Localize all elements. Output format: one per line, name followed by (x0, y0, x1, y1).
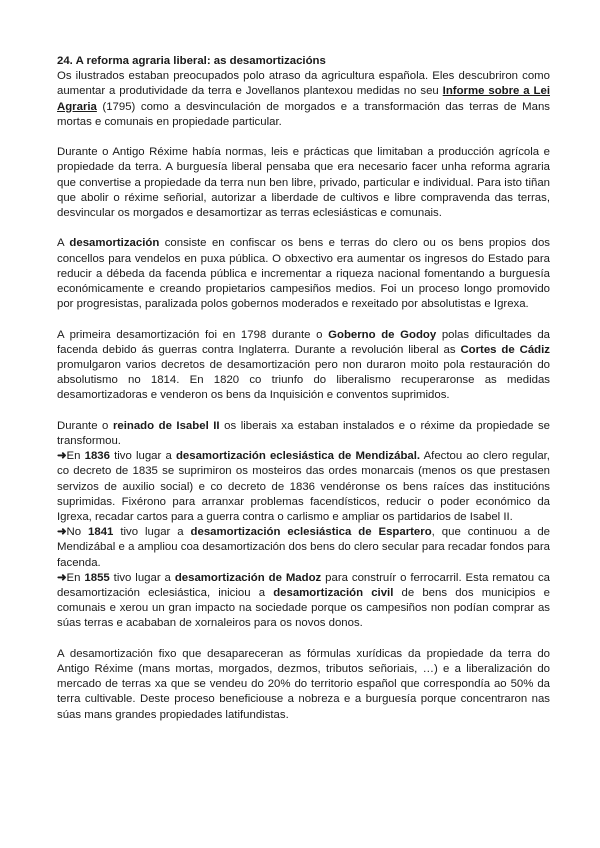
p3-text-c: consiste en confiscar os bens e terras do clero ou os bens propios dos concellos para vendelos en puxa pública. O obxectivo era aumentar os ingresos do Estado para reducir a débeda da facenda pública e incrementar a riqueza nacional fomentando a burguesía económicamente e creando propietarios campesiños medios. Foi un proceso longo promovido por progresistas, paralizada polos gobernos moderados e rexeitado por absolutistas e Igrexa. (57, 237, 550, 311)
p1-text-c: (1795) como a desvinculación de morgados e a transformación das terras de Mans mortas e comunais en propiedade particular. (57, 100, 550, 128)
term-madoz: desamortización de Madoz (174, 571, 322, 584)
term-mendizabal: desamortización eclesiástica de Mendizábal. (175, 450, 421, 463)
p5-text-a: Durante o (57, 419, 113, 432)
paragraph-antigo-rexime: Durante o Antigo Réxime había normas, leis e prácticas que limitaban a producción agrícola e propiedade da terra. A burguesía liberal pensaba que era necesario facer unha reforma agraria que convertise a propiedade da terra nun ben libre, privado, particular e individual. Para isto tiñan que abolir o réxime señorial, autorizar a liberdade de cultivos e libre compravenda das terras, desvincular os morgados e desamortizar as terras eclesiásticas e comunais. (57, 146, 550, 220)
b1-text-c: tivo lugar a (109, 450, 176, 463)
p3-text-a: A (57, 237, 70, 250)
document-title: 24. A reforma agraria liberal: as desamortizacións (57, 55, 326, 67)
year-1855: 1855 (84, 571, 110, 584)
bullet-espartero (57, 525, 550, 571)
term-godoy: Goberno de Godoy (328, 328, 437, 341)
b2-text-e: , que continuou a de Mendizábal e a ampliou coa desamortización dos bens do clero secular para recadar fondos para facenda. (57, 526, 550, 569)
p4-text-e: promulgaron varios decretos de desamortización pero non duraron moito pola restauración do absolutismo no 1814. En 1820 co triunfo do liberalismo recuperaronse as medidas desamortizadoras e venderon os bens da Inquisición e conventos suprimidos. (57, 359, 550, 402)
b2-text-a: No (66, 526, 89, 539)
arrow-icon: ➜ (57, 450, 67, 463)
paragraph-consecuencias: A desamortización fixo que desapareceran as fórmulas xurídicas da propiedade da terra do Antigo Réxime (mans mortas, morgados, dezmos, tributos señoriais, …) e a liberalización do mercado de terras xa que se vendeu do 20% do territorio español que correspondía ao 50% da terra cultivable. Deste proceso beneficiouse a nobreza e a burguesía porque concentraron nas súas mans grandes propiedades latifundistas. (57, 647, 550, 721)
p5-text-c: os liberais xa estaban instalados e o réxime da propiedade se transformou. (57, 419, 550, 448)
b1-text-a: En (66, 450, 85, 463)
informe-lei-agraria: Informe sobre a Lei Agraria (57, 85, 550, 113)
p4-text-c: polas dificultades da facenda debido ás guerras contra Inglaterra. Durante a revolución liberal as (57, 328, 551, 356)
b1-text-e: Afectou ao clero regular, co decreto de 1835 se suprimiron os mosteiros das ordes monarcais (menos os que prestasen servizos de auxilio social) e co decreto de 1836 vendéronse os bens raíces das institucións suprimidas. Fixérono para arranxar problemas facendísticos, reducir o poder económico da Igrexa, recadar cartos para a guerra contra o carlismo e ampliar os partidarios de Isabel II. (57, 450, 550, 524)
bullet-madoz (57, 571, 550, 632)
year-1836: 1836 (84, 450, 110, 463)
b2-text-c: tivo lugar a (113, 526, 191, 539)
document-page (57, 54, 550, 738)
year-1841: 1841 (88, 526, 114, 539)
term-isabel-ii: reinado de Isabel II (112, 419, 220, 432)
arrow-icon: ➜ (57, 526, 67, 539)
bullet-mendizabal (57, 449, 550, 525)
term-desamortizacion: desamortización (69, 237, 160, 250)
term-espartero: desamortización eclesiástica de Espartero (190, 526, 432, 539)
paragraph-desamortizacion-def (57, 236, 550, 312)
arrow-icon: ➜ (57, 571, 67, 584)
p1-text-a: Os ilustrados estaban preocupados polo atraso da agricultura española. Eles descubriron como aumentar a produtividade da terra e Jovellanos plantexou medidas no seu (57, 70, 550, 98)
paragraph-ilustrados (57, 69, 550, 130)
b3-text-c: tivo lugar a (109, 571, 175, 584)
b3-text-a: En (66, 571, 85, 584)
term-desamortizacion-civil: desamortización civil (273, 587, 394, 600)
term-cortes-cadiz: Cortes de Cádiz (460, 343, 550, 356)
b3-text-e: para construír o ferrocarril. Esta rematou ca desamortización eclesiástica, iniciou a (57, 571, 550, 600)
p4-text-a: A primeira desamortización foi en 1798 durante o (57, 328, 329, 341)
paragraph-primeira (57, 328, 550, 404)
paragraph-isabel (57, 419, 550, 449)
b3-text-g: de bens dos municipios e comunais e xerou un gran impacto na sociedade porque os campesiños non podían comprar as súas terras e acababan de xornaleiros para os novos donos. (57, 587, 550, 630)
